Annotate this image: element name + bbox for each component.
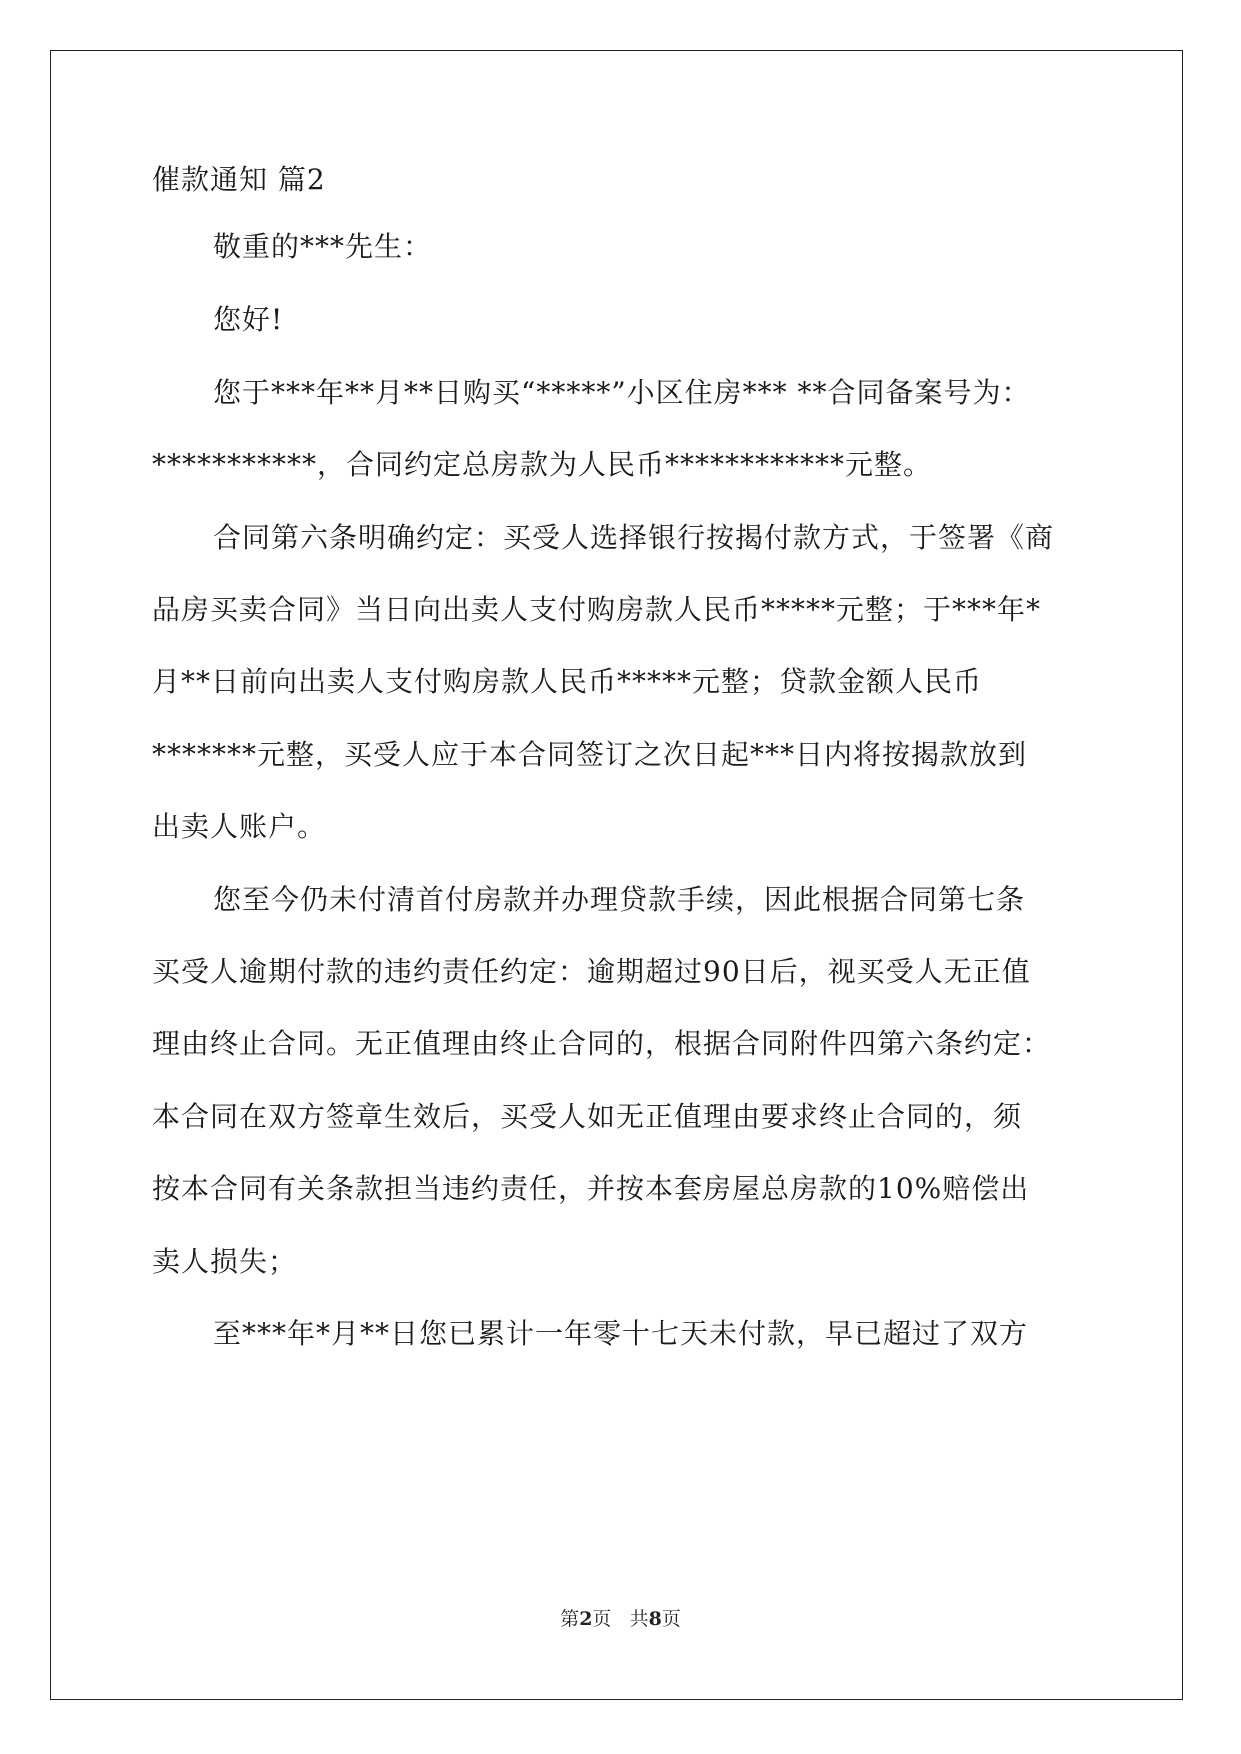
footer-total-prefix: 共 <box>629 1608 649 1630</box>
salutation: 敬重的***先生： <box>213 230 433 263</box>
paragraph-line: ***********，合同约定总房款为人民币************元整。 <box>152 448 933 481</box>
paragraph-line: *******元整，买受人应于本合同签订之次日起***日内将按揭款放到 <box>152 738 1028 771</box>
paragraph-line: 本合同在双方签章生效后，买受人如无正值理由要求终止合同的，须 <box>152 1100 1023 1133</box>
page-footer <box>0 1604 1241 1631</box>
paragraph-line: 您至今仍未付清首付房款并办理贷款手续，因此根据合同第七条 <box>213 883 1026 916</box>
total-page-count: 8 <box>648 1608 662 1630</box>
footer-page-suffix: 页 <box>592 1608 612 1630</box>
page-border <box>50 50 1183 1700</box>
footer-prefix: 第 <box>560 1608 580 1630</box>
paragraph-line: 至***年*月**日您已累计一年零十七天未付款，早已超过了双方 <box>213 1317 1029 1350</box>
paragraph-line: 您于***年**月**日购买“*****”小区住房*** **合同备案号为： <box>213 376 1031 409</box>
greeting: 您好! <box>213 303 284 336</box>
document-title: 催款通知 篇2 <box>152 163 326 196</box>
paragraph-line: 买受人逾期付款的违约责任约定：逾期超过90日后，视买受人无正值 <box>152 955 1031 988</box>
paragraph-line: 月**日前向出卖人支付购房款人民币*****元整；贷款金额人民币 <box>152 665 983 698</box>
paragraph-line: 出卖人账户。 <box>152 810 327 843</box>
paragraph-line: 合同第六条明确约定：买受人选择银行按揭付款方式，于签署《商 <box>213 521 1055 554</box>
footer-total-suffix: 页 <box>661 1608 681 1630</box>
paragraph-line: 按本合同有关条款担当违约责任，并按本套房屋总房款的10%赔偿出 <box>152 1172 1030 1205</box>
paragraph-line: 卖人损失； <box>152 1245 298 1278</box>
paragraph-line: 理由终止合同。无正值理由终止合同的，根据合同附件四第六条约定： <box>152 1027 1052 1060</box>
current-page-number: 2 <box>579 1608 593 1630</box>
paragraph-line: 品房买卖合同》当日向出卖人支付购房款人民币*****元整；于***年* <box>152 593 1042 626</box>
